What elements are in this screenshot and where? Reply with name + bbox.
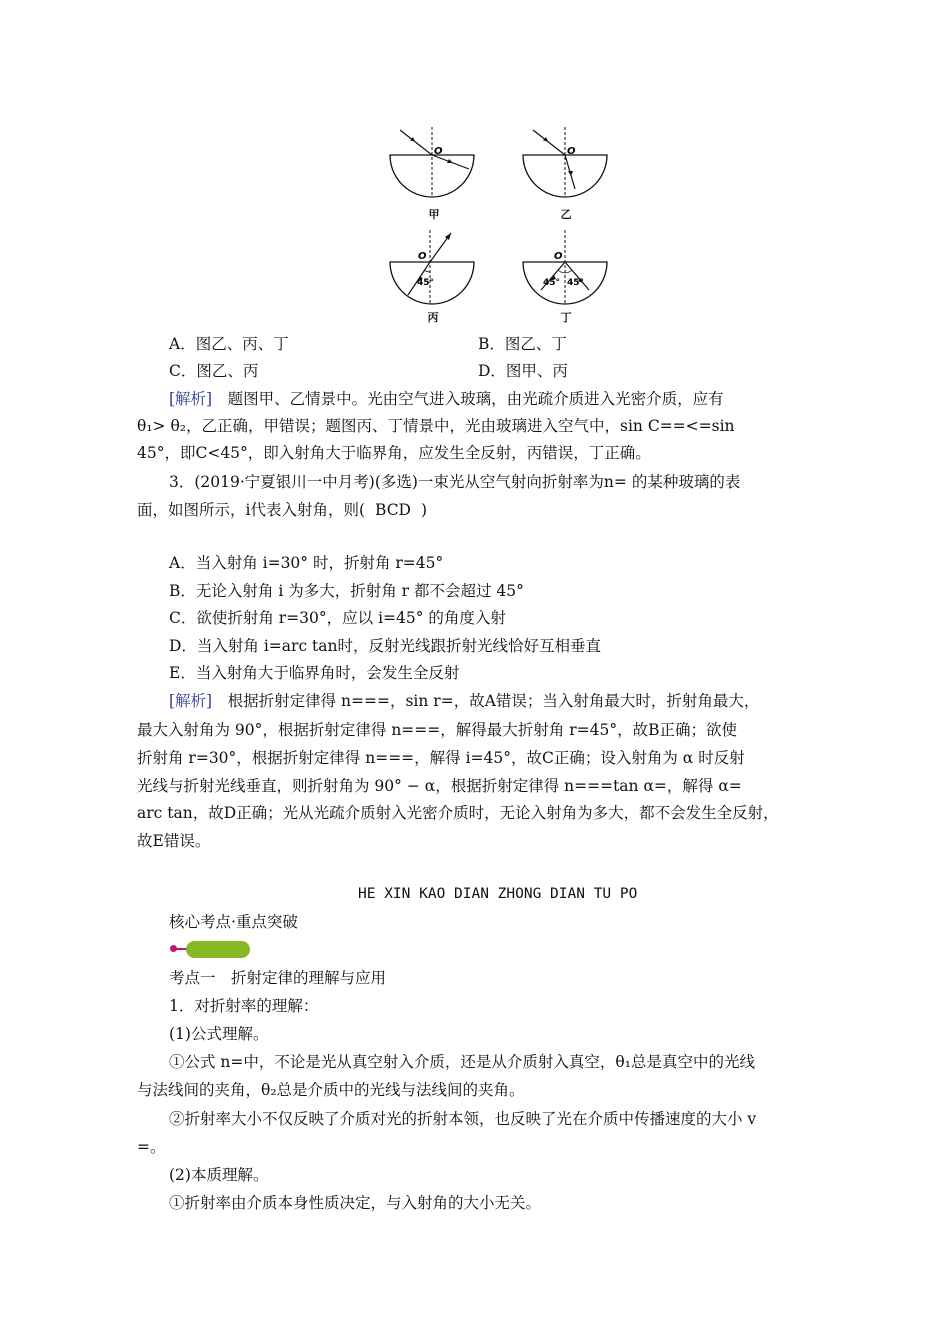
analysis-line (169, 691, 759, 711)
option-c: C．图乙、丙 (169, 362, 259, 380)
q3-option-d: D．当入射角 i=arc tan时，反射光线跟折射光线恰好互相垂直 (169, 637, 602, 655)
section-line: ②折射率大小不仅反映了介质对光的折射本领，也反映了光在介质中传播速度的大小 v (169, 1110, 757, 1128)
section-line: 与法线间的夹角，θ₂总是介质中的光线与法线间的夹角。 (137, 1081, 525, 1099)
section-line: (2)本质理解。 (169, 1166, 269, 1184)
figure-caption-bing: 丙 (427, 311, 439, 324)
option-b: B．图乙、丁 (478, 335, 567, 353)
section-subtitle: 考点一 折射定律的理解与应用 (169, 969, 387, 987)
analysis-line: 45°，即C<45°，即入射角大于临界角，应发生全反射，丙错误，丁正确。 (137, 444, 651, 462)
point-o-label: O (567, 146, 576, 157)
figure-caption-ding: 丁 (560, 311, 572, 324)
q3-option-c: C．欲使折射角 r=30°，应以 i=45° 的角度入射 (169, 609, 506, 627)
section-line: =。 (137, 1138, 166, 1156)
figure-yi (515, 125, 615, 200)
point-o-label: O (418, 251, 427, 262)
analysis-line: θ₁> θ₂，乙正确，甲错误；题图丙、丁情景中，光由玻璃进入空气中，sin C==<=sin (137, 417, 735, 435)
analysis-label: [解析] (169, 692, 213, 710)
section-title: 核心考点·重点突破 (169, 913, 298, 931)
analysis-text: 根据折射定律得 n===，sin r=，故A错误；当入射角最大时，折射角最大， (212, 692, 760, 710)
angle-label: 45° (417, 278, 435, 288)
question-3-line (137, 500, 427, 520)
analysis-line (169, 389, 724, 409)
angle-label: 45° (567, 278, 585, 288)
section-line: ①折射率由介质本身性质决定，与入射角的大小无关。 (169, 1194, 542, 1212)
analysis-line: 最大入射角为 90°，根据折射定律得 n===，解得最大折射角 r=45°，故B正确；欲使 (137, 721, 737, 739)
question-3-answer: BCD (375, 501, 411, 519)
figure-bing (385, 228, 485, 308)
question-3-text: 面，如图所示，i代表入射角，则( (137, 501, 366, 519)
q3-option-b: B．无论入射角 i 为多大，折射角 r 都不会超过 45° (169, 582, 524, 600)
figure-ding (515, 228, 615, 308)
analysis-line: 故E错误。 (137, 832, 211, 850)
question-3-line: 3．(2019·宁夏银川一中月考)(多选)一束光从空气射向折射率为n= 的某种玻璃的表 (169, 473, 741, 491)
question-3-text: ) (420, 501, 428, 519)
figure-jia (385, 125, 485, 200)
analysis-label: [解析] (169, 390, 213, 408)
q3-option-a: A．当入射角 i=30° 时，折射角 r=45° (169, 554, 444, 572)
section-pinyin: HE XIN KAO DIAN ZHONG DIAN TU PO (358, 886, 638, 902)
analysis-text: 题图甲、乙情景中。光由空气进入玻璃，由光疏介质进入光密介质，应有 (212, 390, 724, 408)
section-line: (1)公式理解。 (169, 1025, 269, 1043)
section-marker-pill (186, 941, 250, 958)
option-d: D．图甲、丙 (478, 362, 568, 380)
q3-option-e: E．当入射角大于临界角时，会发生全反射 (169, 664, 460, 682)
analysis-line: arc tan，故D正确；光从光疏介质射入光密介质时，无论入射角为多大，都不会发生全反射， (137, 804, 779, 822)
figure-caption-jia: 甲 (428, 208, 440, 221)
figure-caption-yi: 乙 (560, 208, 572, 221)
angle-label: 45° (543, 278, 561, 288)
analysis-line: 光线与折射光线垂直，则折射角为 90° − α，根据折射定律得 n===tan α=，解得 α= (137, 777, 742, 795)
point-o-label: O (554, 251, 563, 262)
analysis-line: 折射角 r=30°，根据折射定律得 n===，解得 i=45°，故C正确；设入射角为 α 时反射 (137, 749, 745, 767)
section-line: 1．对折射率的理解： (169, 997, 319, 1015)
point-o-label: O (434, 146, 443, 157)
option-a: A．图乙、丙、丁 (169, 335, 289, 353)
section-line: ①公式 n=中，不论是光从真空射入介质，还是从介质射入真空，θ₁总是真空中的光线 (169, 1053, 755, 1071)
